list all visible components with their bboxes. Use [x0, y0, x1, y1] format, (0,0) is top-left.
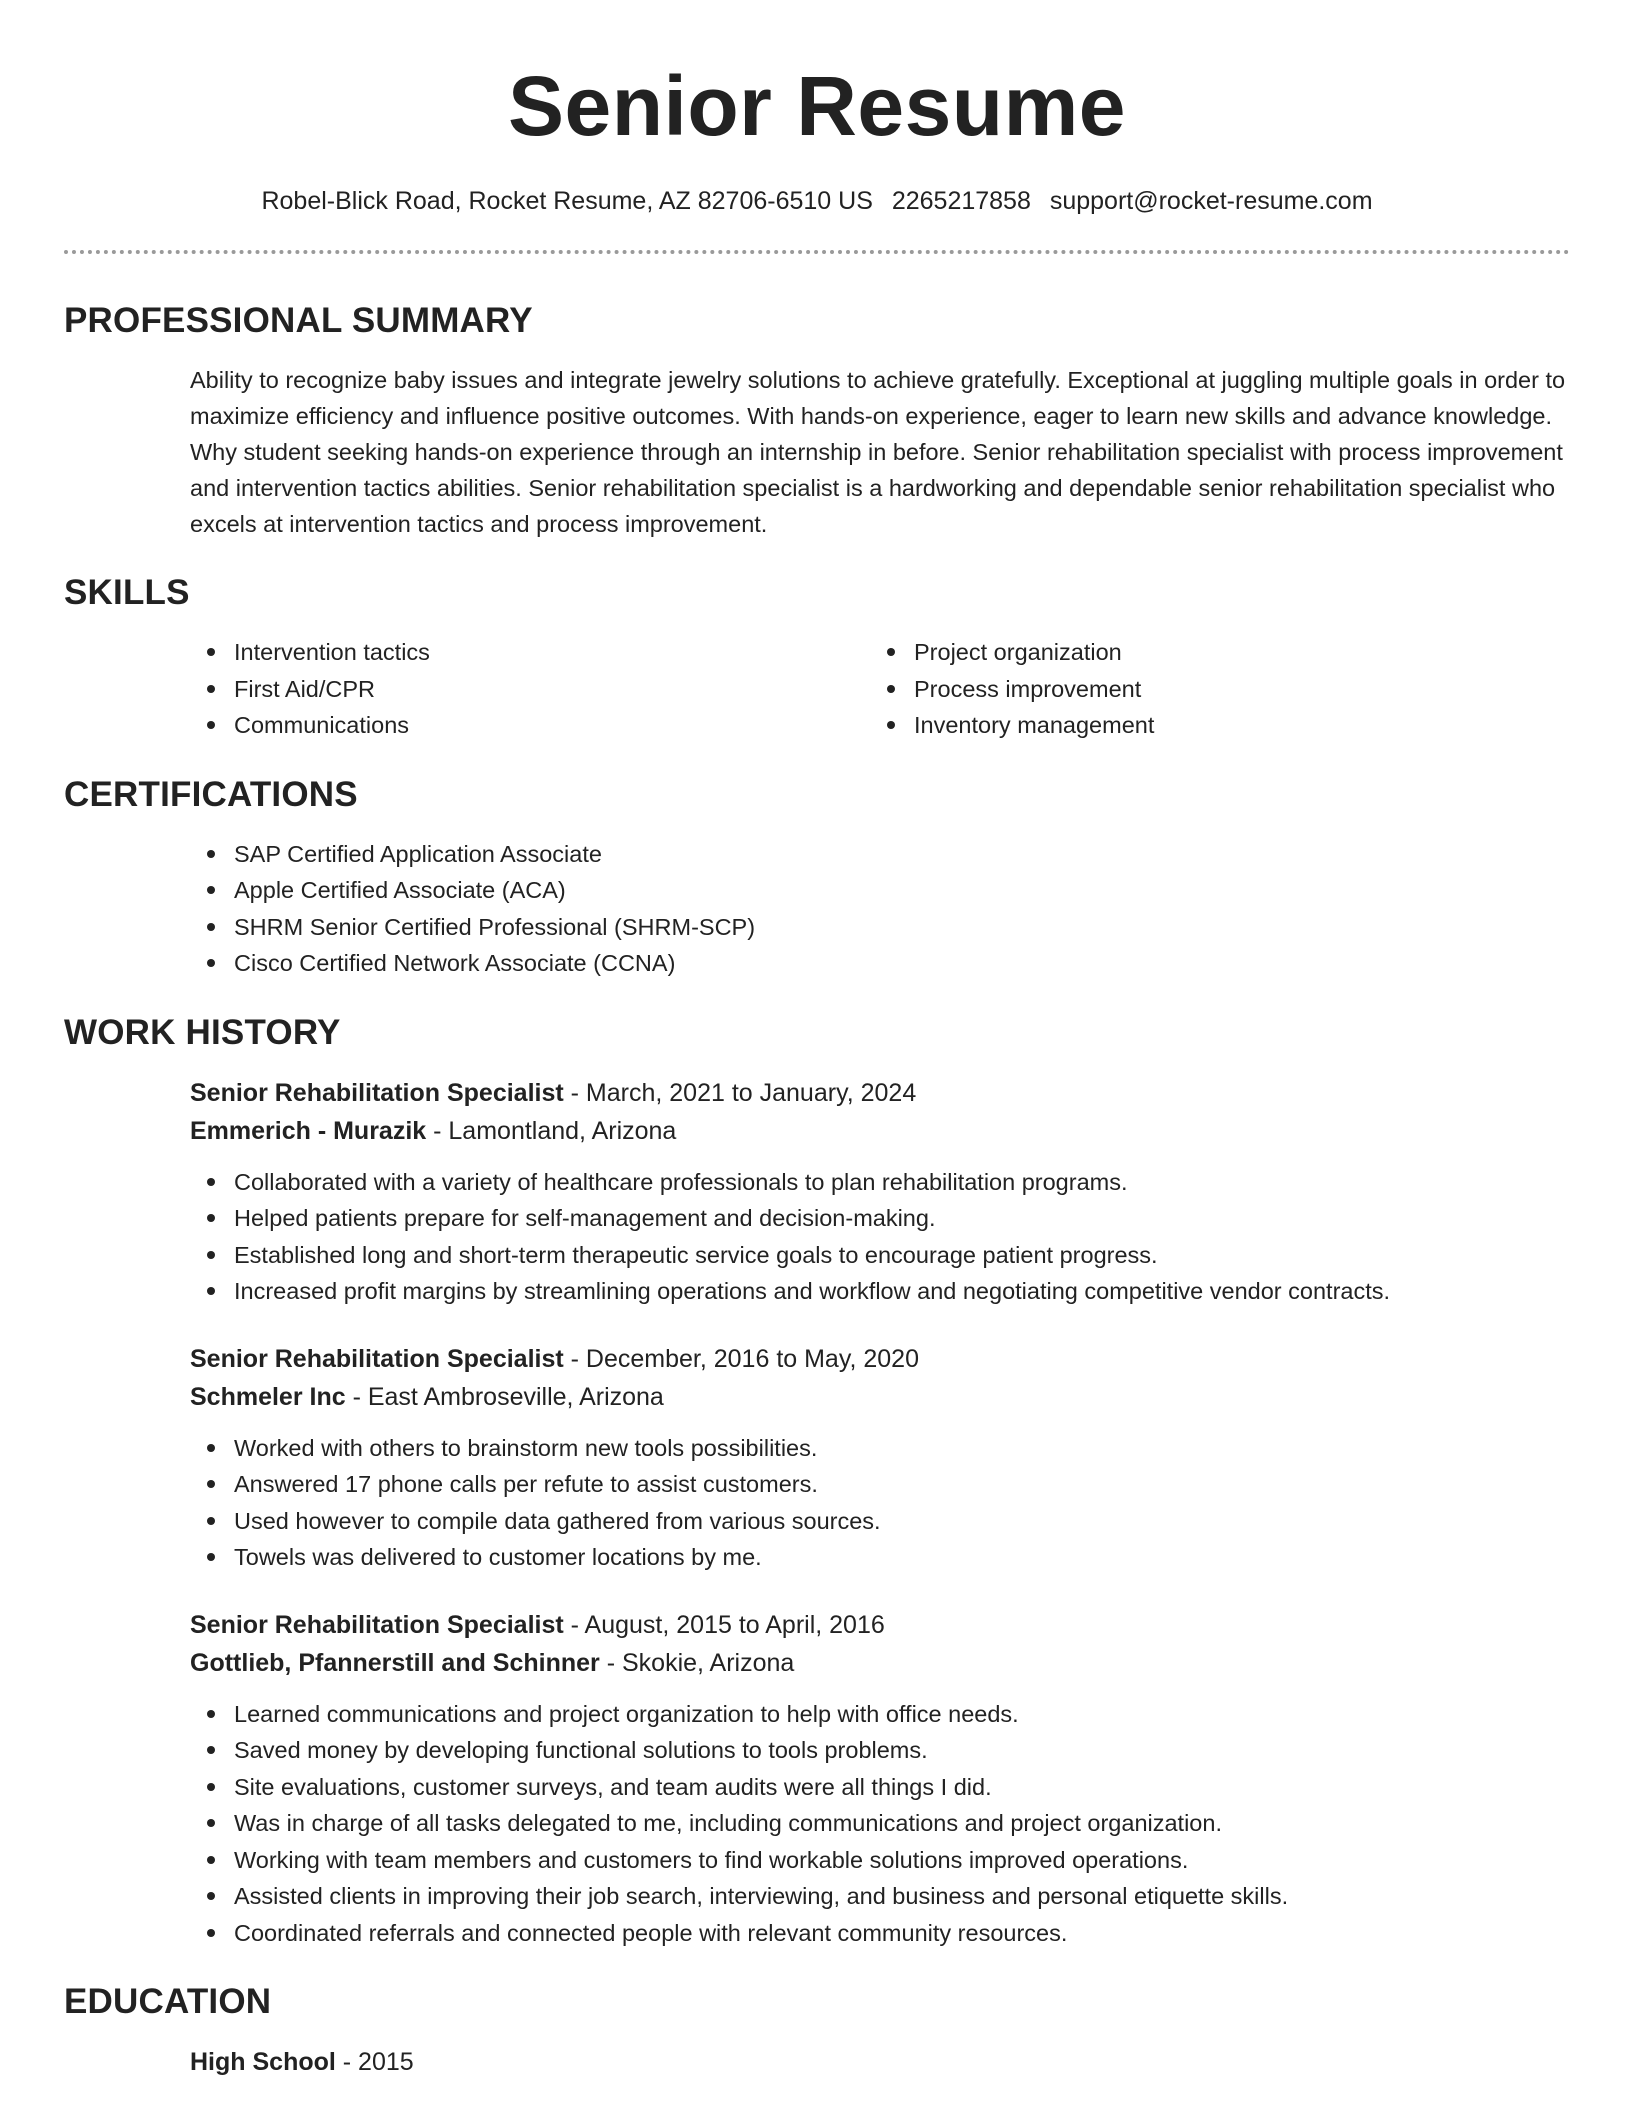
certification-item: Apple Certified Associate (ACA): [190, 872, 1570, 909]
job-role: Senior Rehabilitation Specialist: [190, 1610, 564, 1639]
job-dates: - December, 2016 to May, 2020: [563, 1344, 919, 1373]
skills-title: SKILLS: [64, 573, 190, 612]
job-role-line: [190, 1074, 1570, 1112]
skill-item: Intervention tactics: [190, 634, 870, 671]
job-entry: [190, 1340, 1570, 1576]
summary-text: Ability to recognize baby issues and integrate jewelry solutions to achieve gratefully. Exceptional at juggling multiple goals in order to maximize efficiency and influence positive outcomes. With hands-on experience, eager to learn new skills and advance knowledge. Why student seeking hands-on experience through an internship in before. Senior rehabilitation specialist with process improvement and intervention tactics abilities. Senior rehabilitation specialist is a hardworking and dependable senior rehabilitation specialist who excels at intervention tactics and process improvement.: [190, 367, 1566, 537]
certifications-section: [64, 774, 1570, 982]
skills-list-right: [870, 634, 1550, 744]
job-bullet: Answered 17 phone calls per refute to assist customers.: [190, 1466, 1570, 1503]
education-title: EDUCATION: [64, 1982, 272, 2021]
job-role: Senior Rehabilitation Specialist: [190, 1344, 564, 1373]
skill-item: First Aid/CPR: [190, 671, 870, 708]
education-year: - 2015: [335, 2048, 414, 2076]
job-company: Emmerich - Murazik: [190, 1116, 427, 1145]
skill-item: Project organization: [870, 634, 1550, 671]
header-divider: [64, 250, 1570, 254]
contact-email: support@rocket-resume.com: [1049, 187, 1373, 215]
certifications-list: [190, 836, 1570, 982]
job-bullet: Helped patients prepare for self-management and decision-making.: [190, 1200, 1570, 1237]
job-bullet: Worked with others to brainstorm new tools possibilities.: [190, 1430, 1570, 1467]
skill-item: Inventory management: [870, 707, 1550, 744]
job-location: - East Ambroseville, Arizona: [345, 1382, 664, 1411]
job-bullet: Used however to compile data gathered from various sources.: [190, 1503, 1570, 1540]
job-bullet: Working with team members and customers to find workable solutions improved operations.: [190, 1842, 1570, 1879]
job-role-line: [190, 1340, 1570, 1378]
job-company-line: [190, 1378, 1570, 1416]
skills-list-left: [190, 634, 870, 744]
job-location: - Lamontland, Arizona: [426, 1116, 677, 1145]
job-company: Schmeler Inc: [190, 1382, 346, 1411]
summary-section: [64, 300, 1570, 542]
contact-address: Robel-Blick Road, Rocket Resume, AZ 82706-6510 US: [261, 187, 873, 215]
job-bullets: [190, 1164, 1570, 1310]
job-bullet: Learned communications and project organization to help with office needs.: [190, 1696, 1570, 1733]
certification-item: SHRM Senior Certified Professional (SHRM-SCP): [190, 909, 1570, 946]
work-history-section: [64, 1012, 1570, 1952]
job-entry: [190, 1606, 1570, 1952]
contact-line: [64, 184, 1570, 218]
contact-phone: 2265217858: [891, 187, 1031, 215]
job-location: - Skokie, Arizona: [599, 1648, 795, 1677]
job-company-line: [190, 1112, 1570, 1150]
certification-item: Cisco Certified Network Associate (CCNA): [190, 945, 1570, 982]
job-bullet: Coordinated referrals and connected people with relevant community resources.: [190, 1915, 1570, 1952]
job-bullets: [190, 1696, 1570, 1952]
skill-item: Process improvement: [870, 671, 1550, 708]
job-bullet: Saved money by developing functional solutions to tools problems.: [190, 1732, 1570, 1769]
education-degree: High School: [190, 2048, 336, 2076]
job-bullets: [190, 1430, 1570, 1576]
job-bullet: Established long and short-term therapeutic service goals to encourage patient progress.: [190, 1237, 1570, 1274]
job-bullet: Site evaluations, customer surveys, and team audits were all things I did.: [190, 1769, 1570, 1806]
skill-item: Communications: [190, 707, 870, 744]
job-dates: - August, 2015 to April, 2016: [563, 1610, 885, 1639]
job-bullet: Towels was delivered to customer locations by me.: [190, 1539, 1570, 1576]
job-bullet: Collaborated with a variety of healthcare professionals to plan rehabilitation programs.: [190, 1164, 1570, 1201]
summary-title: PROFESSIONAL SUMMARY: [64, 301, 533, 340]
job-role: Senior Rehabilitation Specialist: [190, 1078, 564, 1107]
education-line: [190, 2043, 1570, 2081]
work-history-title: WORK HISTORY: [64, 1012, 341, 1052]
job-bullet: Assisted clients in improving their job search, interviewing, and business and personal etiquette skills.: [190, 1878, 1570, 1915]
job-company-line: [190, 1644, 1570, 1682]
job-company: Gottlieb, Pfannerstill and Schinner: [190, 1648, 600, 1677]
education-section: [64, 1981, 1570, 2081]
job-dates: - March, 2021 to January, 2024: [563, 1078, 917, 1107]
certifications-title: CERTIFICATIONS: [64, 774, 358, 814]
job-bullet: Was in charge of all tasks delegated to me, including communications and project organization.: [190, 1805, 1570, 1842]
job-entry: [190, 1074, 1570, 1310]
certification-item: SAP Certified Application Associate: [190, 836, 1570, 873]
job-bullet: Increased profit margins by streamlining operations and workflow and negotiating competitive vendor contracts.: [190, 1273, 1570, 1310]
resume-name: Senior Resume: [507, 59, 1127, 153]
resume-page: [64, 0, 1570, 2081]
skills-section: [64, 572, 1570, 744]
job-role-line: [190, 1606, 1570, 1644]
